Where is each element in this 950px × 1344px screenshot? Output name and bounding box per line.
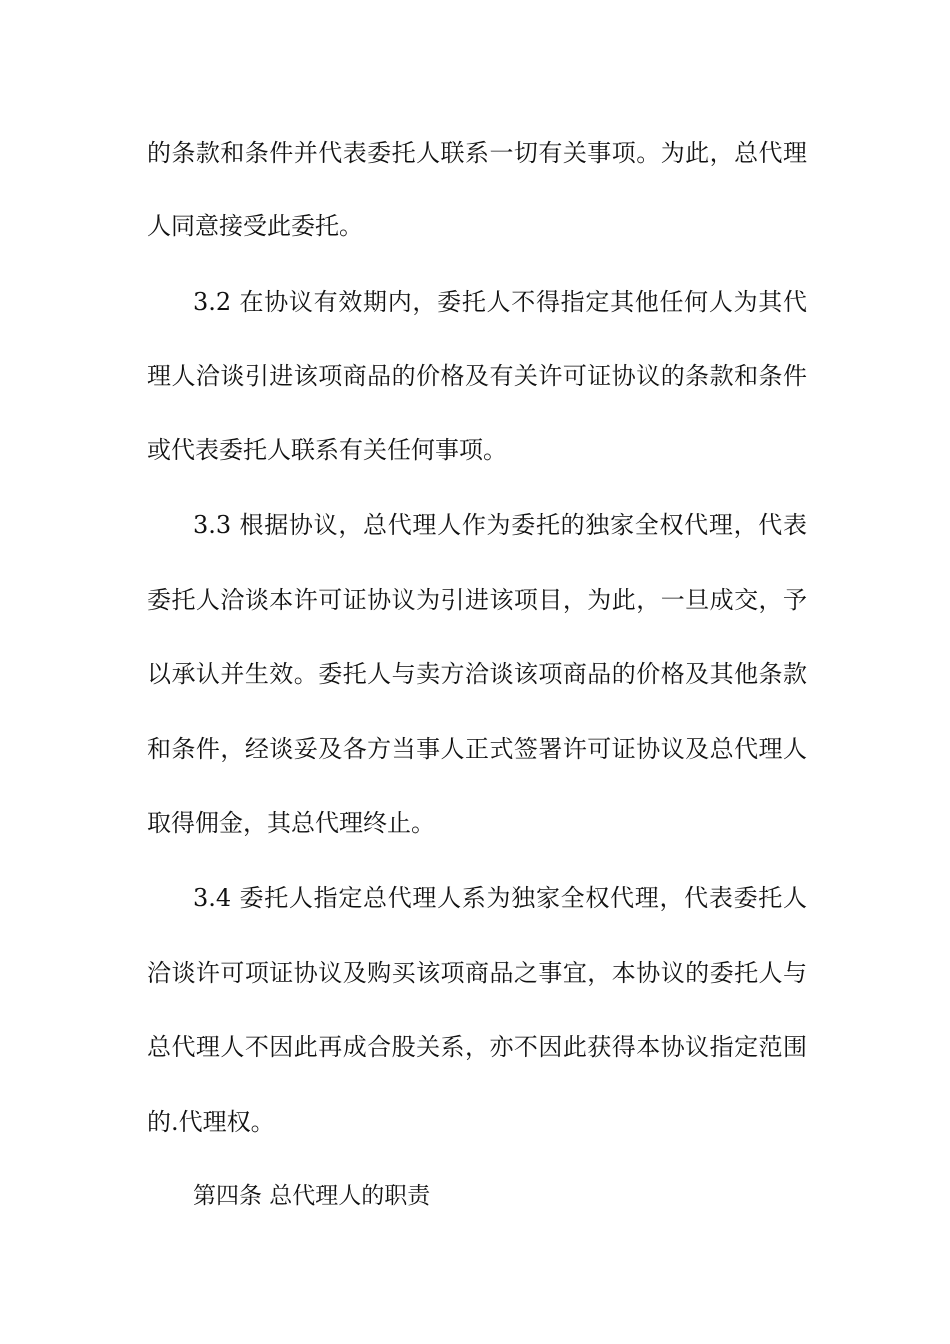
section-heading: 第四条 总代理人的职责 (193, 1183, 431, 1209)
paragraph-line: 或代表委托人联系有关任何事项。 (147, 436, 507, 464)
paragraph-line: 取得佣金，其总代理终止。 (147, 809, 435, 837)
clause-3-4-line: 3.4 委托人指定总代理人系为独家全权代理，代表委托人 (193, 884, 807, 912)
paragraph-line: 总代理人不因此再成合股关系，亦不因此获得本协议指定范围 (147, 1033, 807, 1061)
paragraph-line: 的条款和条件并代表委托人联系一切有关事项。为此，总代理 (147, 139, 807, 167)
paragraph-line: 洽谈许可项证协议及购买该项商品之事宜，本协议的委托人与 (147, 959, 807, 987)
clause-3-3-line: 3.3 根据协议，总代理人作为委托的独家全权代理，代表 (193, 511, 807, 539)
paragraph-line: 委托人洽谈本许可证协议为引进该项目，为此，一旦成交，予 (147, 586, 807, 614)
paragraph-line: 理人洽谈引进该项商品的价格及有关许可证协议的条款和条件 (147, 362, 807, 390)
paragraph-line: 和条件，经谈妥及各方当事人正式签署许可证协议及总代理人 (147, 735, 807, 763)
paragraph-line: 的.代理权。 (147, 1108, 275, 1136)
paragraph-line: 人同意接受此委托。 (147, 212, 363, 240)
paragraph-line: 以承认并生效。委托人与卖方洽谈该项商品的价格及其他条款 (147, 660, 807, 688)
clause-3-2-line: 3.2 在协议有效期内，委托人不得指定其他任何人为其代 (193, 288, 807, 316)
